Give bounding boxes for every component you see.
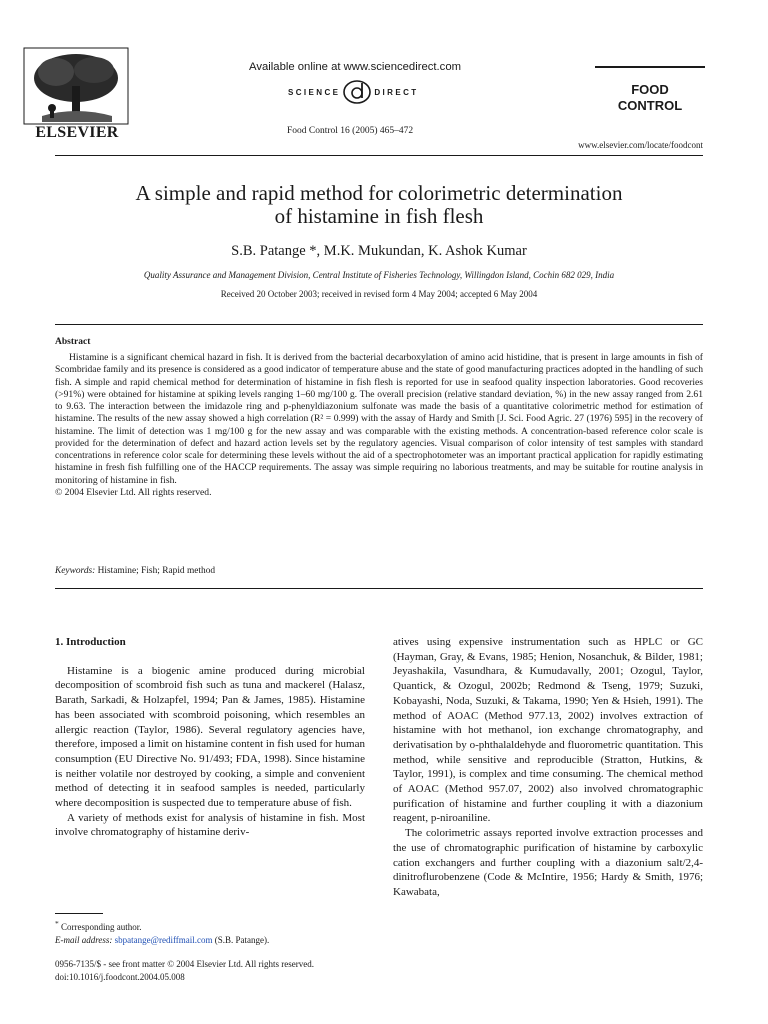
sciencedirect-logo-right: DIRECT: [374, 87, 419, 97]
keywords-line: [55, 566, 215, 576]
footnote-block: [55, 918, 365, 946]
journal-name-line2: CONTROL: [617, 98, 683, 113]
author-list: S.B. Patange *, M.K. Mukundan, K. Ashok Kumar: [231, 243, 527, 259]
abstract-top-divider: [55, 324, 703, 325]
received-dates: Received 20 October 2003; received in revised form 4 May 2004; accepted 6 May 2004: [220, 289, 538, 299]
article-title-line1: A simple and rapid method for colorimetric determination: [135, 181, 623, 205]
body-left-column: [55, 635, 365, 840]
body-paragraph: A variety of methods exist for analysis of histamine in fish. Most involve chromatography of histamine deriv-: [55, 811, 365, 839]
footnote-divider: [55, 913, 103, 914]
sciencedirect-at-icon: [342, 79, 372, 105]
body-paragraph: The colorimetric assays reported involve extraction processes and the use of chromatographic purification of histamine by carboxylic cation exchangers and further coupling with a diazonium salt/2,4-dinitroflurobenzene (Code & McIntire, 1956; Hardy & Smith, 1976; Kawabata,: [393, 827, 703, 898]
keywords-divider: [55, 588, 703, 589]
doi-line[interactable]: doi:10.1016/j.foodcont.2004.05.008: [55, 971, 185, 982]
journal-name: [595, 82, 705, 114]
author-affiliation: Quality Assurance and Management Division, Central Institute of Fisheries Technology, Willingdon Island, Cochin 682 029, India: [143, 270, 615, 280]
body-right-column: [393, 635, 703, 900]
footnote-email: [55, 934, 365, 947]
header-divider: [55, 155, 703, 156]
journal-reference: Food Control 16 (2005) 465–472: [287, 126, 414, 136]
journal-name-rule: [595, 66, 705, 68]
abstract-body: [55, 352, 703, 499]
footnote-corresponding-text: Corresponding author.: [61, 922, 142, 932]
journal-url-link[interactable]: www.elsevier.com/locate/foodcont: [578, 140, 703, 150]
keywords-label: Keywords:: [55, 566, 96, 576]
bottom-matter: [55, 958, 314, 983]
body-paragraph: atives using expensive instrumentation such as HPLC or GC (Hayman, Gray, & Evans, 1985; Henion, Nosanchuk, & Bilder, 1981; Jeyashakila, Vasundhara, & Kumudavally, 2001; Ozogul, Taylor, Quantick, & Ozogul, 2002b; Redmond & Tseng, 1979; Suzuki, Kobayashi, Noda, Suzuki, & Takama, 1990; Yen & Hsieh, 1991). The method of AOAC (Method 977.13, 2002) involves extraction of histamine with hot methanol, ion exchange chromatography, and derivatisation by o-phthalaldehyde and fluorometric quantitation. This method, while sensitive and reproducible (Stratton, Hutkins, & Taylor, 1991), is complex and time consuming. The chemical method of AOAC (Method 957.07, 2002) also involved chromatographic purification of histamine and further coupling it with a diazonium reagent, p-niroaniline.: [393, 636, 703, 825]
email-label: E-mail address:: [55, 934, 113, 945]
sciencedirect-logo-left: SCIENCE: [288, 87, 341, 97]
issn-line: 0956-7135/$ - see front matter © 2004 Elsevier Ltd. All rights reserved.: [55, 959, 315, 969]
publisher-name: ELSEVIER: [35, 124, 119, 141]
body-paragraph: Histamine is a biogenic amine produced during microbial decomposition of scombroid fish such as tuna and mackerel (Halasz, Barath, Sarkadi, & Holzapfel, 1994; Pan & James, 1985). Histamine has been associated with scombroid poisoning, which resembles an allergic reaction (Taylor, 1986). Several regulatory agencies have, therefore, imposed a limit on histamine content in fish used for human consumption (EU Directive No. 91/493; FDA, 1998). Since histamine is neither volatile nor destroyed by cooking, a simple and convenient method of detecting it in seafood samples is needed, particularly where decomposition is suspected due to temperature abuse of fish.: [55, 664, 365, 810]
email-owner: (S.B. Patange).: [214, 934, 270, 945]
abstract-paragraph: Histamine is a significant chemical hazard in fish. It is derived from the bacterial decarboxylation of amino acid histidine, that is present in large amounts in fish of Scombridae family and its presence is considered as a good indicator of temperature abuse and the state of good manufacturing practices adopted in the handling of such fish. A simple and rapid chemical method for determination of histamine in fish flesh is reported for use in seafood quality inspection laboratories. Good recoveries (>91%) were obtained for histamine at spiking levels ranging 1–60 mg/100 g. The overall precision (relative standard deviation, %) in the new assay ranged from 2.61 to 9.63. The interaction between the imidazole ring and p-phenyldiazonium sulfonate was made the basis of a quantitative colorimetric method for estimation of histamine. The results of the new assay showed a high correlation (R² = 0.999) with the assay of Hardy and Smith [J. Sci. Food Agric. 27 (1976) 595] in the recovery of histamine. The limit of detection was 1 mg/100 g for the new assay and was comparable with the existing methods. A concentration-based reference color scale is provided for the determination of defect and hazard action levels set by the regulatory agencies. Visual comparison of color intensity of test samples with standard concentrations in reference color scale for determining these levels without the aid of a spectrophotometer was an important practical application for rapidly estimating histamine in fresh fish fulfilling one of the HACCP requirements. The assay was simple requiring no laborious treatments, and may be suitable for routine analysis in monitoring of histamine in fish.: [55, 352, 703, 486]
section-heading-introduction: 1. Introduction: [55, 636, 126, 648]
abstract-heading: Abstract: [55, 337, 91, 347]
keywords-list: Histamine; Fish; Rapid method: [97, 566, 216, 576]
available-online-text[interactable]: Available online at www.sciencedirect.com: [249, 61, 462, 73]
abstract-copyright: © 2004 Elsevier Ltd. All rights reserved.: [55, 486, 212, 498]
footnote-corresponding: [55, 918, 365, 934]
sciencedirect-logo: [288, 78, 448, 106]
email-link[interactable]: sbpatange@rediffmail.com: [114, 934, 213, 945]
article-title: [55, 182, 703, 228]
footnote-mark: *: [55, 919, 59, 928]
article-title-line2: of histamine in fish flesh: [274, 204, 484, 228]
journal-name-line1: FOOD: [631, 82, 669, 97]
